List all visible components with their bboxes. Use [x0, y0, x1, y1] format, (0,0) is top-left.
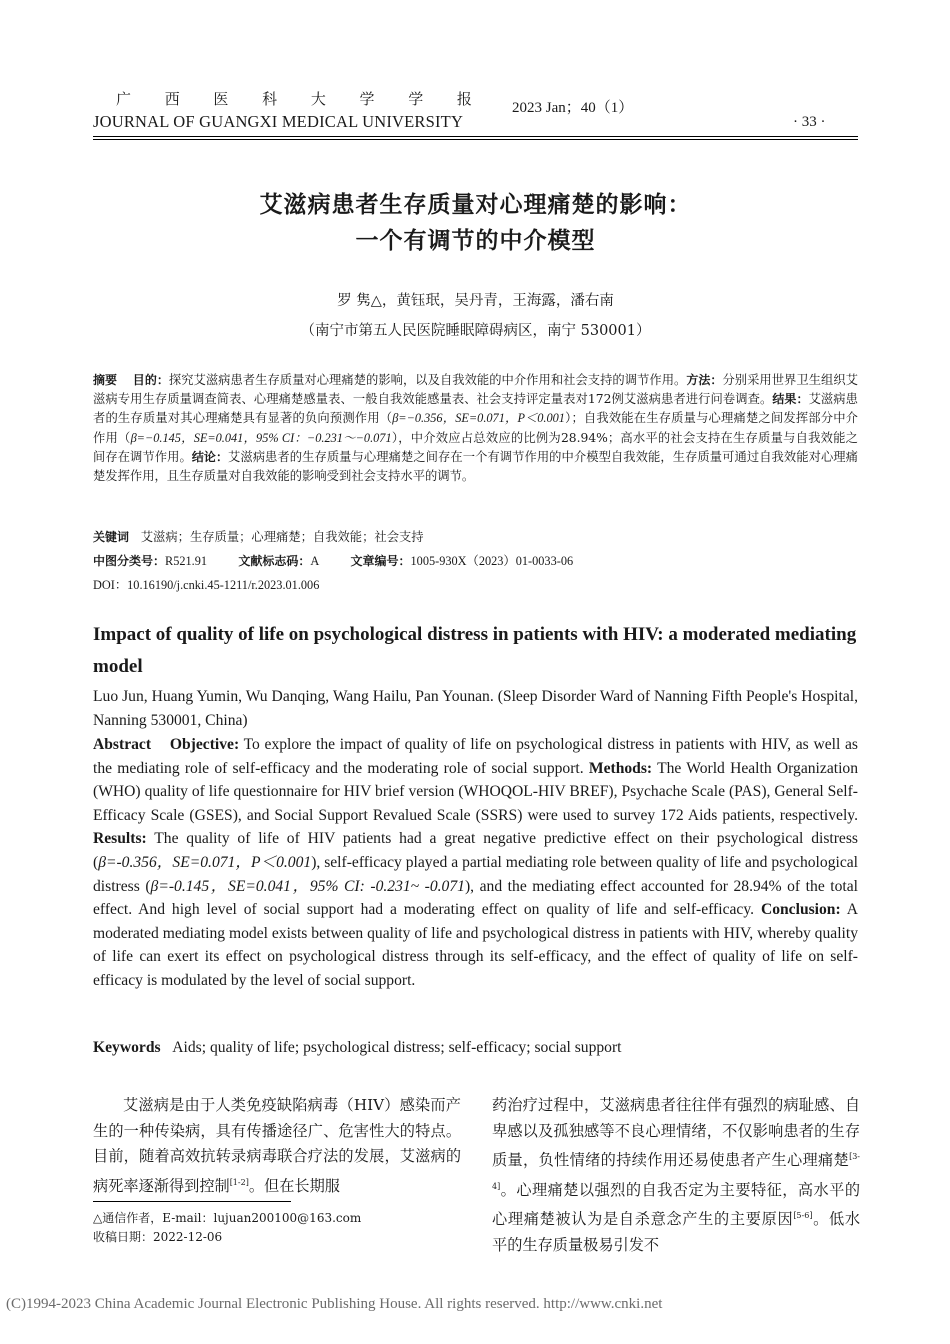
en-conclusion-label: Conclusion:: [760, 901, 841, 919]
en-methods-label: Methods:: [588, 759, 653, 777]
en-keywords: [93, 1036, 858, 1060]
en-results-stat2: β=-0.145，SE=0.041，95% CI: -0.231~ -0.071: [150, 877, 465, 895]
cn-conclusion: 艾滋病患者的生存质量与心理痛楚之间存在一个有调节作用的中介模型自我效能，生存质量可通过自我效能对心理痛楚发挥作用，且生存质量对自我效能的影响受到社会支持水平的调节。: [93, 449, 858, 484]
en-conclusion: A moderated mediating model exists between quality of life and psychological distress in patients with HIV, whereby quality of life can exert its effect on psychological distress through its self-efficacy, and the effect of quality of life on self-efficacy is modulated by the level of social support.: [93, 901, 858, 989]
affiliation-cn: （南宁市第五人民医院睡眠障碍病区，南宁 530001）: [300, 323, 651, 339]
header-rule-top: [93, 136, 858, 137]
en-objective: To explore the impact of quality of life on psychological distress in patients with HIV, as well as the mediating role of self-efficacy and the moderating role of social support.: [93, 736, 858, 777]
article-no-value: 1005-930X（2023）01-0033-06: [410, 554, 574, 568]
en-results-p3: ), and the mediating effect accounted for 28.94% of the total effect. And high level of social support had a moderating effect on quality of life and self-efficacy.: [93, 877, 859, 919]
issue-info: 2023 Jan；40（1）: [512, 100, 634, 116]
en-results-p2: ), self-efficacy played a partial mediating role between quality of life and psychological distress (: [93, 853, 858, 895]
en-methods: The World Health Organization (WHO) quality of life questionnaire for HIV brief version (WHOQOL-HIV BREF), Psychache Scale (PAS), General Self-Efficacy Scale (GSES), and Social Support Revalued Scale (SSRS) were used to survey 172 Aids patients, respectively.: [93, 759, 858, 824]
cn-keywords-text: 艾滋病；生存质量；心理痛楚；自我效能；社会支持: [140, 530, 424, 544]
en-keywords-text: Aids; quality of life; psychological distress; self-efficacy; social support: [172, 1039, 622, 1056]
footnote-received: 收稿日期：2022-12-06: [93, 1230, 223, 1244]
page-number: · 33 ·: [793, 114, 826, 130]
citation: [5-6]: [793, 1211, 813, 1221]
cn-results-p2: ）；自我效能在生存质量与心理痛楚之间发挥部分中介作用（: [93, 411, 858, 445]
doi: DOI：10.16190/j.cnki.45-1211/r.2023.01.006: [93, 578, 320, 592]
authors-cn: 罗 隽△，黄钰珉，吴丹青，王海露，潘右南: [337, 293, 614, 309]
journal-char: 科: [262, 90, 278, 108]
footnote-correspondence: △通信作者，E-mail：lujuan200100@163.com: [93, 1211, 362, 1225]
citation: [3-4]: [492, 1152, 860, 1191]
en-abstract-label: Abstract: [93, 736, 152, 753]
journal-char: 大: [310, 90, 326, 108]
en-authors-affiliation: Luo Jun, Huang Yumin, Wu Danqing, Wang Hailu, Pan Younan. (Sleep Disorder Ward of Nanning Fifth People's Hospital, Nanning 530001, China): [93, 688, 858, 729]
header-rule-bottom: [93, 139, 858, 140]
cn-results-stat1: β=−0.356，SE=0.071，P＜0.001: [392, 411, 565, 426]
cn-results-label: 结果：: [772, 392, 809, 407]
en-results-p1: The quality of life of HIV patients had a great negative predictive effect on their psychological distress (: [93, 830, 858, 871]
journal-name-en: JOURNAL OF GUANGXI MEDICAL UNIVERSITY: [93, 112, 464, 131]
article-no-label: 文章编号：: [350, 554, 411, 568]
journal-char: 广: [116, 90, 132, 108]
en-results-label: Results:: [93, 830, 147, 848]
cn-methods: 分别采用世界卫生组织艾滋病专用生存质量调查简表、心理痛楚感量表、一般自我效能感量表、社会支持评定量表对172例艾滋病患者进行问卷调查。: [93, 373, 858, 407]
citation: [1-2]: [229, 1177, 249, 1187]
cn-keywords-label: 关键词: [93, 530, 130, 544]
cn-results-p3: ），中介效应占总效应的比例为28.94%；高水平的社会支持在生存质量与自我效能之间存在调节作用。: [93, 430, 858, 464]
clc-label: 中图分类号：: [93, 554, 166, 568]
cn-conclusion-label: 结论：: [191, 449, 228, 464]
body-left-column: [93, 1093, 461, 1199]
cn-abstract-label: 摘要: [93, 373, 118, 387]
body-right-text3: 。低水平的生存质量极易引发不: [492, 1210, 861, 1254]
doc-code-label: 文献标志码：: [238, 554, 311, 568]
footnote-rule: [93, 1201, 291, 1202]
body-right-text2: 。心理痛楚以强烈的自我否定为主要特征，高水平的心理痛楚被认为是自杀意念产生的主要原因: [492, 1180, 860, 1229]
body-right-text1: 药治疗过程中，艾滋病患者往往伴有强烈的病耻感、自卑感以及孤独感等不良心理情绪，不仅影响患者的生存质量，负性情绪的持续作用还易使患者产生心理痛楚: [492, 1096, 860, 1170]
en-abstract: [93, 733, 858, 993]
copyright-notice: (C)1994-2023 China Academic Journal Electronic Publishing House. All rights reserved. http://www.cnki.net: [6, 1296, 663, 1312]
en-results-stat1: β=-0.356，SE=0.071，P＜0.001: [98, 853, 312, 871]
journal-name-cn: [116, 88, 472, 109]
article-title-line2: 一个有调节的中介模型: [355, 227, 596, 254]
journal-char: 学: [359, 90, 375, 108]
body-right-column: [492, 1093, 860, 1258]
cn-keywords: [93, 528, 858, 547]
journal-char: 报: [456, 90, 472, 108]
article-title-line1: 艾滋病患者生存质量对心理痛楚的影响：: [259, 191, 692, 218]
cn-objective-label: 目的：: [132, 373, 169, 387]
journal-char: 学: [408, 90, 424, 108]
journal-char: 西: [164, 90, 180, 108]
cn-classification: [93, 552, 858, 571]
en-objective-label: Objective:: [169, 736, 240, 753]
cn-results-p1: 艾滋病患者的生存质量对其心理痛楚具有显著的负向预测作用（: [93, 392, 858, 426]
en-keywords-label: Keywords: [93, 1039, 161, 1056]
journal-char: 医: [213, 90, 229, 108]
cn-results-stat2: β=−0.145，SE=0.041，95% CI：−0.231～−0.071: [130, 430, 392, 445]
doc-code-value: A: [310, 554, 320, 568]
cn-abstract: [93, 371, 858, 486]
body-left-text-end: 。但在长期服: [248, 1176, 340, 1195]
cn-methods-label: 方法：: [686, 373, 723, 387]
clc-value: R521.91: [165, 554, 208, 568]
body-left-text: 艾滋病是由于人类免疫缺陷病毒（HIV）感染而产生的一种传染病，具有传播途径广、危害性大的特点。目前，随着高效抗转录病毒联合疗法的发展，艾滋病的病死率逐渐得到控制: [93, 1096, 461, 1195]
cn-objective: 探究艾滋病患者生存质量对心理痛楚的影响，以及自我效能的中介作用和社会支持的调节作用。: [168, 373, 687, 387]
en-title: Impact of quality of life on psychological distress in patients with HIV: a moderated mediating model: [93, 624, 857, 677]
